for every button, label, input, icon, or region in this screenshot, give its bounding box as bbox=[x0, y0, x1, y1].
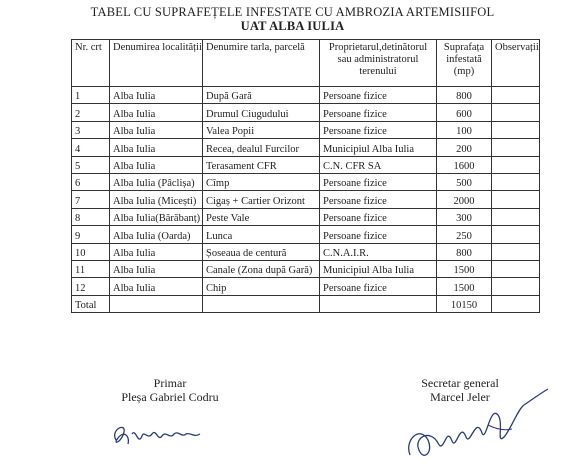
cell-locality: Alba Iulia (Oarda) bbox=[110, 226, 203, 243]
empty-cell bbox=[203, 295, 320, 312]
cell-locality: Alba Iulia(Bărăbanț) bbox=[110, 208, 203, 225]
cell-notes bbox=[492, 87, 540, 104]
cell-locality: Alba Iulia bbox=[110, 278, 203, 295]
table-row bbox=[72, 173, 540, 190]
document-title: TABEL CU SUPRAFEȚELE INFESTATE CU AMBROZIA ARTEMISIIFOL bbox=[90, 5, 495, 19]
cell-owner: Persoane fizice bbox=[320, 226, 437, 243]
cell-parcel: Chip bbox=[203, 278, 320, 295]
header-parcel: Denumire tarla, parcelă bbox=[203, 40, 320, 87]
table-row bbox=[72, 278, 540, 295]
cell-parcel: Valea Popii bbox=[203, 121, 320, 138]
table-row bbox=[72, 121, 540, 138]
mayor-signature-scribble bbox=[108, 416, 218, 456]
cell-nr: 12 bbox=[72, 278, 110, 295]
cell-nr: 1 bbox=[72, 87, 110, 104]
secretary-name: Marcel Jeler bbox=[430, 390, 490, 404]
cell-notes bbox=[492, 226, 540, 243]
cell-owner: Persoane fizice bbox=[320, 278, 437, 295]
header-nr: Nr. crt bbox=[72, 40, 110, 87]
cell-locality: Alba Iulia bbox=[110, 260, 203, 277]
cell-parcel: Canale (Zona după Gară) bbox=[203, 260, 320, 277]
header-notes: Observații bbox=[492, 40, 540, 87]
cell-area: 1500 bbox=[437, 278, 492, 295]
cell-locality: Alba Iulia bbox=[110, 139, 203, 156]
cell-notes bbox=[492, 104, 540, 121]
cell-nr: 8 bbox=[72, 208, 110, 225]
cell-notes bbox=[492, 121, 540, 138]
cell-parcel: Cîmp bbox=[203, 173, 320, 190]
cell-locality: Alba Iulia (Micești) bbox=[110, 191, 203, 208]
cell-nr: 4 bbox=[72, 139, 110, 156]
header-locality: Denumirea localității bbox=[110, 40, 203, 87]
cell-area: 500 bbox=[437, 173, 492, 190]
cell-area: 100 bbox=[437, 121, 492, 138]
mayor-role: Primar bbox=[153, 376, 187, 390]
table-row bbox=[72, 156, 540, 173]
cell-area: 200 bbox=[437, 139, 492, 156]
cell-locality: Alba Iulia bbox=[110, 243, 203, 260]
table-row bbox=[72, 87, 540, 104]
cell-nr: 6 bbox=[72, 173, 110, 190]
cell-owner: Municipiul Alba Iulia bbox=[320, 260, 437, 277]
cell-owner: Persoane fizice bbox=[320, 191, 437, 208]
cell-parcel: Cigaș + Cartier Orizont bbox=[203, 191, 320, 208]
total-value: 10150 bbox=[437, 295, 492, 312]
cell-area: 800 bbox=[437, 87, 492, 104]
cell-notes bbox=[492, 243, 540, 260]
cell-notes bbox=[492, 191, 540, 208]
cell-notes bbox=[492, 173, 540, 190]
total-row bbox=[72, 295, 540, 312]
cell-locality: Alba Iulia (Pâclișa) bbox=[110, 173, 203, 190]
mayor-signature-block bbox=[95, 376, 245, 404]
cell-area: 250 bbox=[437, 226, 492, 243]
table-row bbox=[72, 139, 540, 156]
cell-nr: 7 bbox=[72, 191, 110, 208]
table-header-row bbox=[72, 40, 540, 87]
cell-area: 800 bbox=[437, 243, 492, 260]
cell-owner: Persoane fizice bbox=[320, 104, 437, 121]
cell-notes bbox=[492, 260, 540, 277]
cell-area: 1600 bbox=[437, 156, 492, 173]
cell-notes bbox=[492, 278, 540, 295]
cell-parcel: Terasament CFR bbox=[203, 156, 320, 173]
empty-cell bbox=[492, 295, 540, 312]
table-row bbox=[72, 191, 540, 208]
cell-parcel: Peste Vale bbox=[203, 208, 320, 225]
cell-nr: 9 bbox=[72, 226, 110, 243]
cell-owner: C.N. CFR SA bbox=[320, 156, 437, 173]
cell-owner: Municipiul Alba Iulia bbox=[320, 139, 437, 156]
cell-locality: Alba Iulia bbox=[110, 87, 203, 104]
cell-owner: Persoane fizice bbox=[320, 208, 437, 225]
table-row bbox=[72, 243, 540, 260]
cell-nr: 10 bbox=[72, 243, 110, 260]
cell-locality: Alba Iulia bbox=[110, 121, 203, 138]
empty-cell bbox=[320, 295, 437, 312]
cell-area: 1500 bbox=[437, 260, 492, 277]
table-row bbox=[72, 208, 540, 225]
document-subtitle: UAT ALBA IULIA bbox=[240, 19, 345, 33]
cell-area: 2000 bbox=[437, 191, 492, 208]
cell-owner: C.N.A.I.R. bbox=[320, 243, 437, 260]
cell-area: 300 bbox=[437, 208, 492, 225]
cell-locality: Alba Iulia bbox=[110, 156, 203, 173]
table-row bbox=[72, 104, 540, 121]
cell-nr: 3 bbox=[72, 121, 110, 138]
cell-notes bbox=[492, 156, 540, 173]
secretary-signature-scribble bbox=[400, 385, 560, 470]
cell-notes bbox=[492, 208, 540, 225]
cell-parcel: Recea, dealul Furcilor bbox=[203, 139, 320, 156]
cell-owner: Persoane fizice bbox=[320, 121, 437, 138]
cell-owner: Persoane fizice bbox=[320, 173, 437, 190]
cell-parcel: După Gară bbox=[203, 87, 320, 104]
cell-parcel: Șoseaua de centură bbox=[203, 243, 320, 260]
total-label: Total bbox=[72, 295, 110, 312]
infested-areas-table bbox=[71, 39, 540, 313]
cell-nr: 5 bbox=[72, 156, 110, 173]
cell-area: 600 bbox=[437, 104, 492, 121]
empty-cell bbox=[110, 295, 203, 312]
cell-notes bbox=[492, 139, 540, 156]
cell-nr: 11 bbox=[72, 260, 110, 277]
mayor-name: Pleșa Gabriel Codru bbox=[121, 390, 219, 404]
cell-nr: 2 bbox=[72, 104, 110, 121]
table-row bbox=[72, 260, 540, 277]
header-owner: Proprietarul,detinătorul sau administratorul terenului bbox=[320, 40, 437, 87]
cell-owner: Persoane fizice bbox=[320, 87, 437, 104]
secretary-role: Secretar general bbox=[421, 376, 499, 390]
table-row bbox=[72, 226, 540, 243]
cell-parcel: Lunca bbox=[203, 226, 320, 243]
header-area: Suprafața infestată (mp) bbox=[437, 40, 492, 87]
cell-locality: Alba Iulia bbox=[110, 104, 203, 121]
cell-parcel: Drumul Ciugudului bbox=[203, 104, 320, 121]
